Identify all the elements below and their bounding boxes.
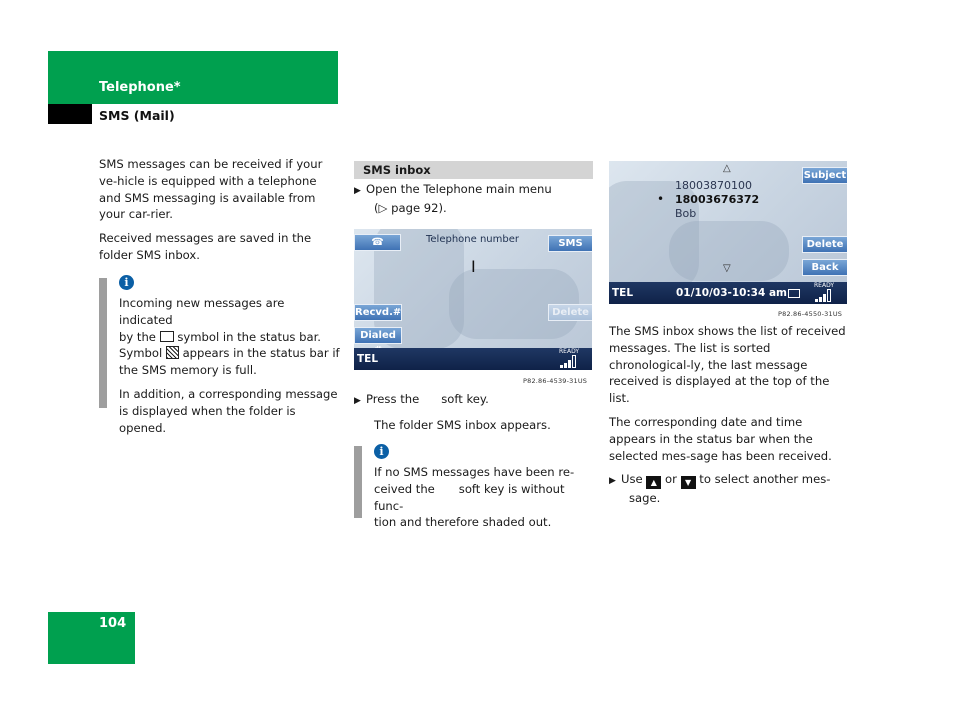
status-label: TEL [357,353,379,365]
subsection-title: SMS (Mail) [99,108,175,123]
header-band [48,51,338,104]
list-item[interactable]: Bob [675,207,697,220]
sms-softkey[interactable]: SMS [548,235,592,252]
ready-label: READY [814,282,835,289]
subject-softkey[interactable]: Subject [802,167,847,184]
signal-icon [815,290,831,302]
step-select-message: ▶ Use ▲ or ▼ to select another mes- [609,471,851,490]
info-note [119,295,341,436]
delete-softkey[interactable]: Delete [548,304,592,321]
selection-bullet: • [657,192,665,206]
intro-text [99,156,341,271]
list-item-selected[interactable]: 18003676372 [675,193,760,206]
inbox-description [609,323,851,507]
phone-book-icon: ☎ [371,237,384,248]
figure-caption: P82.86-4539-31US [523,377,588,385]
status-bar [354,348,592,370]
screen-title: Telephone number [426,234,519,245]
datetime-paragraph: The corresponding date and time appears in the status bar when the selected mes-sage has been received. [609,414,832,463]
info-bar [354,446,362,518]
status-time: 01/10/03-10:34 am [676,287,787,299]
step-press-softkey: ▶ Press the soft key. The folder SMS inbox appears. [354,391,594,434]
info-line: Symbol appears in the status bar if [119,346,340,361]
figure-caption: P82.86-4550-31US [778,310,843,318]
sms-inbox-screen [609,161,847,304]
info-line: the SMS memory is full. [119,363,257,378]
recvd-softkey[interactable]: Recvd.# [354,304,402,321]
status-label: TEL [612,287,634,299]
step-continuation: sage. [629,491,661,506]
page-number: 104 [99,616,127,631]
up-arrow-key-icon: ▲ [646,476,661,489]
info-icon: i [374,444,389,459]
bullet-icon: ▶ [354,396,361,406]
status-bar [609,282,847,304]
info-line: Incoming new messages are indicated [119,296,285,327]
info-bar [99,278,107,408]
scroll-down-icon[interactable]: ▽ [723,263,731,274]
step-result: The folder SMS inbox appears. [374,417,551,432]
envelope-icon [788,289,800,298]
sorting-paragraph: The SMS inbox shows the list of received messages. The list is sorted chronological-ly, the last message received is displayed at the top of the list. [609,324,846,406]
section-heading: SMS inbox [354,161,593,179]
memory-full-icon [166,346,179,359]
info-paragraph: In addition, a corresponding message is displayed when the folder is opened. [119,386,338,435]
section-title: Telephone* [99,80,181,95]
inbox-paragraph: Received messages are saved in the folder SMS inbox. [99,231,312,262]
text-cursor: I [471,257,476,276]
telephone-screen [354,229,592,370]
list-item[interactable]: 18003870100 [675,179,752,192]
dialed-softkey[interactable]: Dialed [354,327,402,344]
info-note [374,464,596,531]
delete-softkey[interactable]: Delete [802,236,847,253]
scroll-up-icon[interactable]: △ [723,163,731,174]
envelope-icon [160,331,174,342]
info-line: ceived the soft key is without func- [374,481,565,513]
subsection-marker [48,104,92,124]
bullet-icon: ▶ [609,476,616,487]
back-softkey[interactable]: Back [802,259,847,276]
ready-label: READY [559,348,580,355]
phone-book-softkey[interactable] [354,234,401,251]
bullet-icon: ▶ [354,186,361,196]
intro-paragraph: SMS messages can be received if your ve-hicle is equipped with a telephone and SMS messaging is available from your car-rier. [99,157,323,222]
info-line: If no SMS messages have been re- [374,465,575,479]
info-line: tion and therefore shaded out. [374,515,552,530]
signal-icon [560,356,576,368]
step-open-menu: ▶ Open the Telephone main menu (▷ page 92). [354,181,594,217]
info-icon: i [119,275,134,290]
down-arrow-key-icon: ▼ [681,476,696,489]
page-ref: (▷ page 92). [374,200,447,215]
info-line: by the symbol in the status bar. [119,329,321,344]
